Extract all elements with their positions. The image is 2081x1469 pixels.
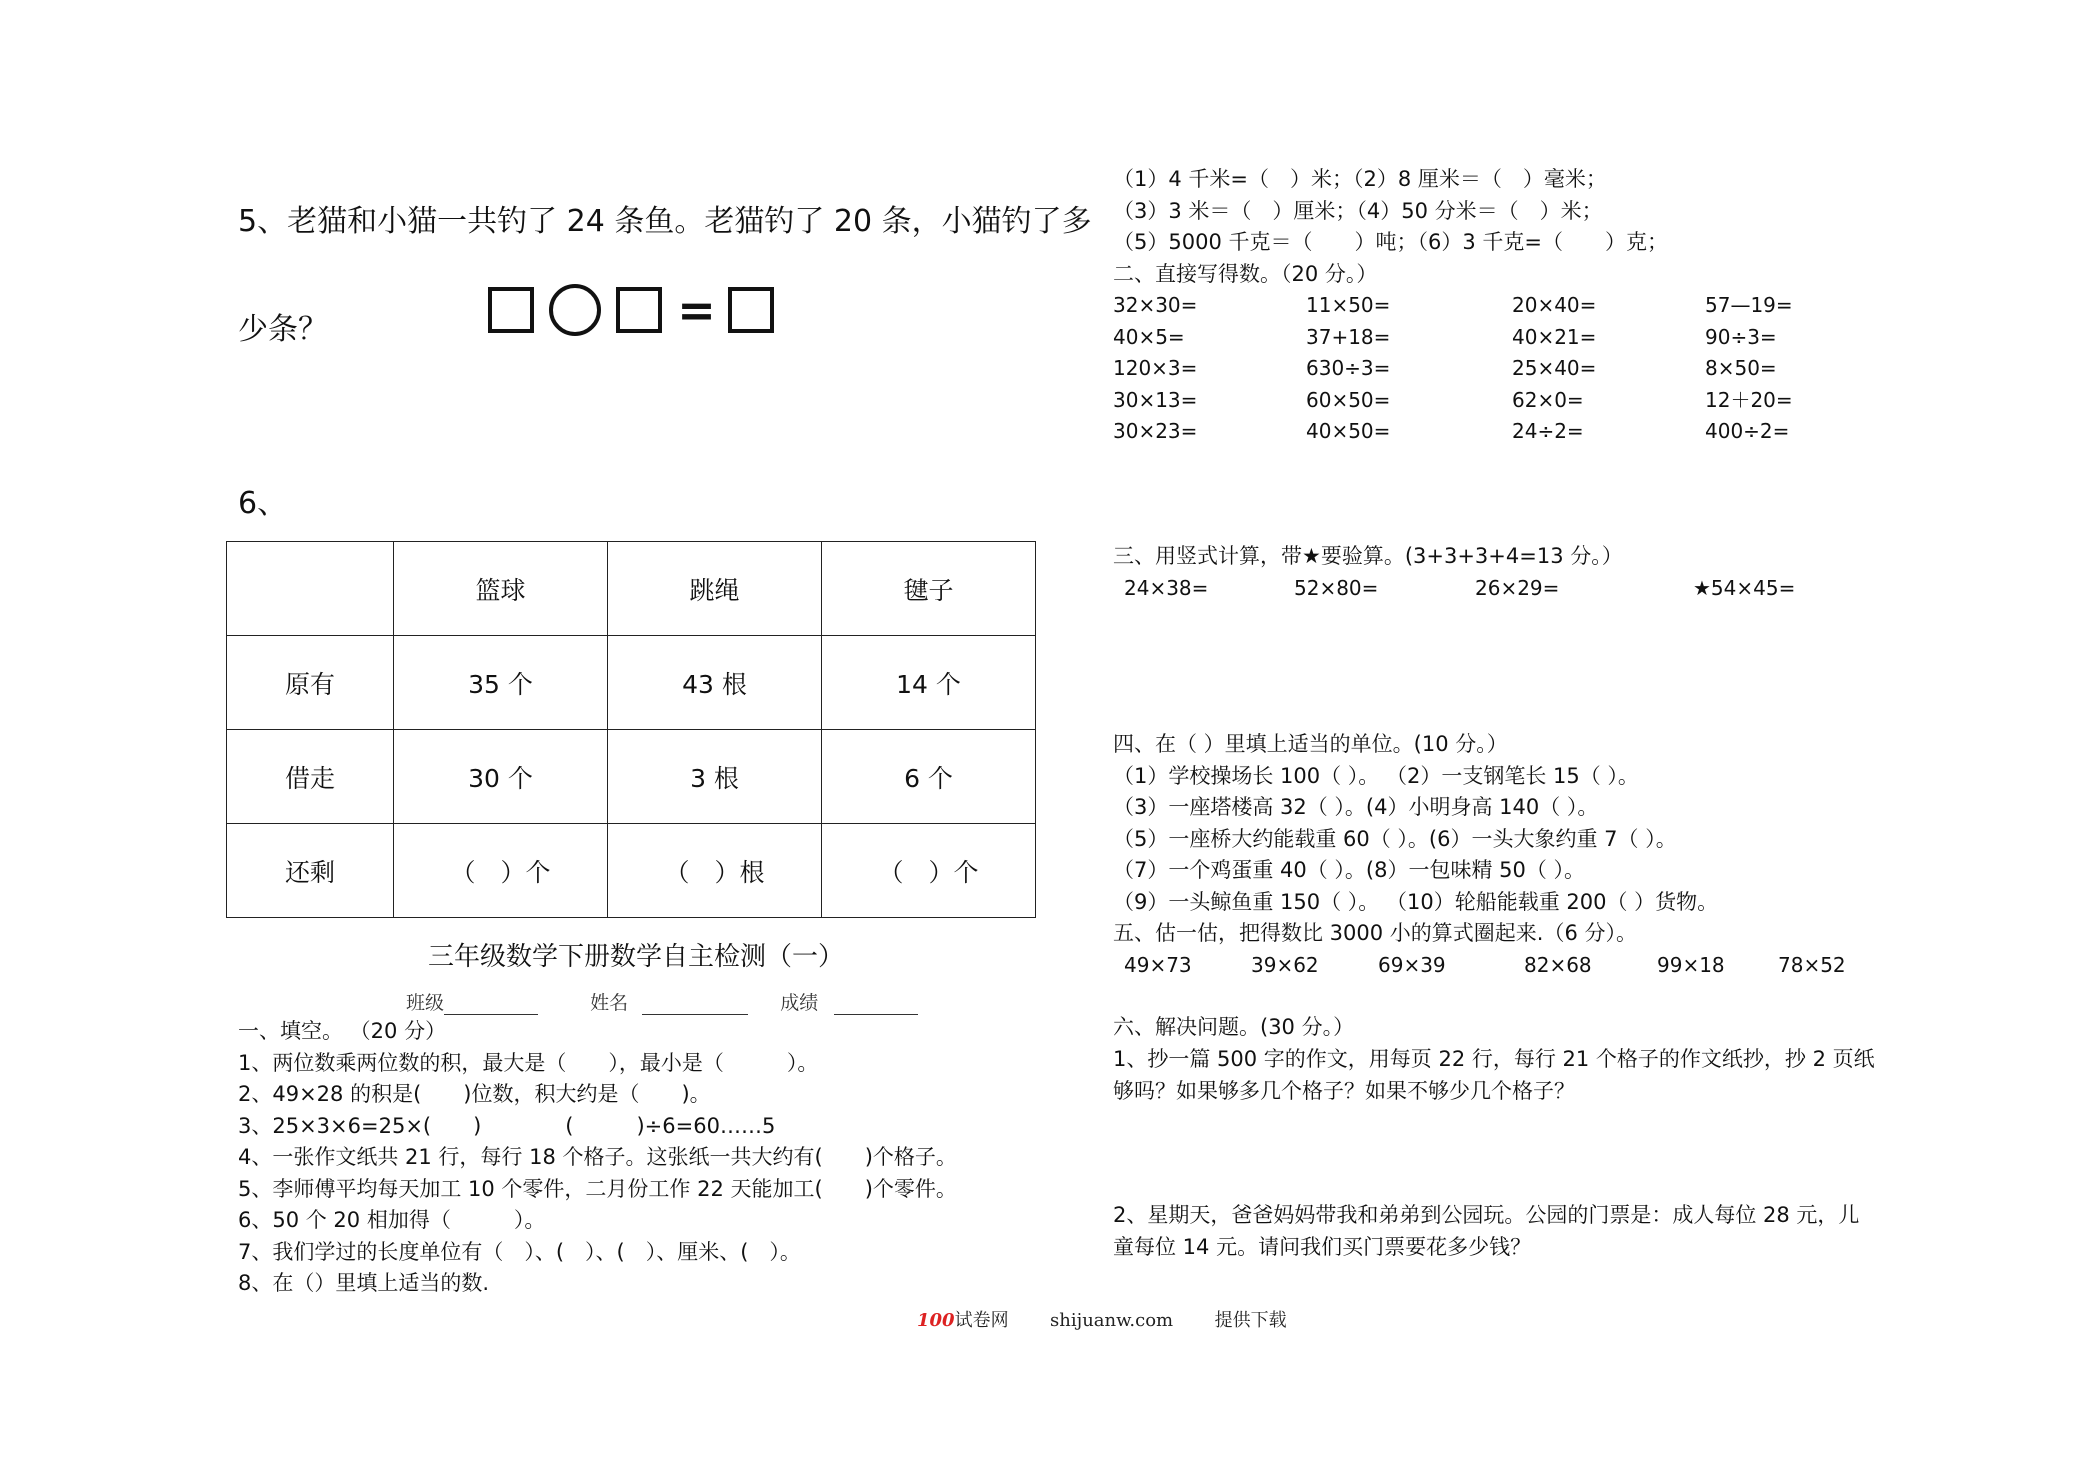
calc-item: 37+18= xyxy=(1306,324,1391,349)
table-row xyxy=(227,730,1036,824)
question-line: 1、两位数乘两位数的积，最大是（ ），最小是（ ）。 xyxy=(238,1050,819,1075)
calc-row xyxy=(1113,290,1855,322)
question-line: （3）一座塔楼高 32（ ）。(4）小明身高 140（ ）。 xyxy=(1113,795,1599,819)
section-heading: 五、估一估，把得数比 3000 小的算式圈起来.（6 分）。 xyxy=(1113,921,1638,945)
calc-item: 120×3= xyxy=(1113,356,1198,380)
estimate-item: 82×68 xyxy=(1524,953,1592,977)
calc-item: 62×0= xyxy=(1512,387,1584,412)
calc-item: 30×23= xyxy=(1113,419,1198,443)
equation-template xyxy=(488,284,784,336)
score-label: 成绩 xyxy=(780,992,819,1014)
calc-item: 57—19= xyxy=(1705,293,1793,317)
calc-item: 8×50= xyxy=(1705,356,1777,380)
estimate-item: 39×62 xyxy=(1251,953,1319,977)
estimate-row xyxy=(1124,950,1846,982)
question-line: 6、50 个 20 相加得（ ）。 xyxy=(238,1208,546,1232)
table-cell: （ ）个 xyxy=(822,824,1036,918)
section-heading: 一、填空。 （20 分） xyxy=(238,1019,447,1043)
calc-item: 40×5= xyxy=(1113,324,1185,349)
calc-item: 25×40= xyxy=(1512,356,1597,380)
q5-line1: 5、老猫和小猫一共钓了 24 条鱼。老猫钓了 20 条，小猫钓了多 xyxy=(238,204,1092,239)
name-label: 姓名 xyxy=(590,992,629,1014)
calc-item: 26×29= xyxy=(1475,576,1560,600)
operator-circle xyxy=(549,284,601,336)
class-label: 班级 xyxy=(406,992,445,1014)
question-line: （5）5000 千克＝（ ）吨；（6）3 千克=（ ）克； xyxy=(1113,230,1668,254)
calc-item: 12＋20= xyxy=(1705,387,1793,412)
calc-item: 400÷2= xyxy=(1705,419,1790,443)
question-line: （1）4 千米=（ ）米；（2）8 厘米＝（ ）毫米； xyxy=(1113,167,1607,191)
calc-row xyxy=(1113,385,1855,417)
question-line: （5）一座桥大约能载重 60（ ）。(6）一头大象约重 7（ ）。 xyxy=(1113,826,1677,851)
estimate-item: 69×39 xyxy=(1378,953,1446,977)
vertical-calc-row xyxy=(1124,573,1795,605)
table-cell: 毽子 xyxy=(822,542,1036,636)
calc-item: 20×40= xyxy=(1512,293,1597,317)
student-info xyxy=(406,988,918,1015)
name-blank xyxy=(642,994,748,1015)
table-cell: 篮球 xyxy=(394,542,608,636)
table-cell: 原有 xyxy=(227,636,394,730)
question-line: 4、一张作文纸共 21 行，每行 18 个格子。这张纸一共大约有( )个格子。 xyxy=(238,1145,957,1169)
equals-sign: = xyxy=(677,283,716,337)
score-blank xyxy=(834,994,918,1015)
calc-item: 30×13= xyxy=(1113,387,1198,412)
question-line: 5、李师傅平均每天加工 10 个零件，二月份工作 22 天能加工( )个零件。 xyxy=(238,1176,957,1201)
question-line: 1、抄一篇 500 字的作文，用每页 22 行，每行 21 个格子的作文纸抄，抄 2 页纸 xyxy=(1113,1047,1875,1071)
site-name: 试卷网 xyxy=(954,1310,1009,1331)
table-row xyxy=(227,824,1036,918)
calc-row xyxy=(1113,322,1855,354)
question-line: 童每位 14 元。请问我们买门票要花多少钱？ xyxy=(1113,1234,1532,1259)
calc-item: 90÷3= xyxy=(1705,324,1777,349)
answer-box xyxy=(616,287,662,333)
calc-row xyxy=(1113,353,1855,385)
question-line: （3）3 米＝（ ）厘米；（4）50 分米＝（ ）米； xyxy=(1113,198,1603,223)
site-logo: 100 xyxy=(917,1310,955,1331)
question-line: 2、49×28 的积是( )位数，积大约是（ )。 xyxy=(238,1082,711,1106)
q6-label: 6、 xyxy=(238,486,288,521)
section-1-fill-blanks xyxy=(238,1016,957,1300)
calc-item: 630÷3= xyxy=(1306,356,1391,380)
table-cell: 43 根 xyxy=(608,636,822,730)
oral-calculation-grid xyxy=(1113,290,1855,448)
estimate-item: 99×18 xyxy=(1657,953,1725,977)
table-cell: 3 根 xyxy=(608,730,822,824)
calc-item: 32×30= xyxy=(1113,293,1198,317)
question-line: 够吗？如果够多几个格子？如果不够少几个格子？ xyxy=(1113,1078,1575,1103)
calc-item: 11×50= xyxy=(1306,293,1391,317)
question-line: （9）一头鲸鱼重 150（ ）。 （10）轮船能载重 200（ ）货物。 xyxy=(1113,889,1719,914)
calc-row xyxy=(1113,416,1855,448)
unit-conversion-block xyxy=(1113,164,1668,290)
problem-1 xyxy=(1113,1044,1875,1107)
calc-item: 52×80= xyxy=(1294,576,1379,600)
section-heading: 四、在（ ）里填上适当的单位。(10 分。） xyxy=(1113,732,1508,756)
problem-2 xyxy=(1113,1200,1859,1263)
section-heading: 二、直接写得数。（20 分。） xyxy=(1113,261,1378,286)
table-cell xyxy=(227,542,394,636)
section-6-heading: 六、解决问题。(30 分。） xyxy=(1113,1015,1355,1039)
question-line: 8、在（）里填上适当的数. xyxy=(238,1271,490,1295)
answer-box xyxy=(728,287,774,333)
footer xyxy=(917,1306,1287,1332)
question-line: 7、我们学过的长度单位有（ ）、( ）、( ）、厘米、( ）。 xyxy=(238,1239,801,1264)
exam-title: 三年级数学下册数学自主检测（一） xyxy=(428,942,845,972)
question-line: （1）学校操场长 100（ ）。 （2）一支钢笔长 15（ ）。 xyxy=(1113,763,1639,788)
section-4-5-block xyxy=(1113,729,1718,950)
table-cell: 借走 xyxy=(227,730,394,824)
question-line: 3、25×3×6=25×( ) ( )÷6=60……5 xyxy=(238,1113,776,1138)
download-note: 提供下载 xyxy=(1214,1310,1287,1331)
table-cell: 跳绳 xyxy=(608,542,822,636)
site-domain[interactable]: shijuanw.com xyxy=(1050,1310,1174,1331)
calc-item: 40×21= xyxy=(1512,324,1597,349)
question-line: （7）一个鸡蛋重 40（ ）。(8）一包味精 50（ ）。 xyxy=(1113,858,1586,882)
table-cell: 35 个 xyxy=(394,636,608,730)
table-cell: 6 个 xyxy=(822,730,1036,824)
calc-item: 40×50= xyxy=(1306,419,1391,443)
calc-item: ★54×45= xyxy=(1693,576,1796,600)
table-row xyxy=(227,636,1036,730)
table-cell: （ ）根 xyxy=(608,824,822,918)
question-line: 2、星期天，爸爸妈妈带我和弟弟到公园玩。公园的门票是：成人每位 28 元，儿 xyxy=(1113,1203,1860,1227)
table-cell: 还剩 xyxy=(227,824,394,918)
calc-item: 24÷2= xyxy=(1512,419,1584,443)
table-header-row xyxy=(227,542,1036,636)
calc-item: 24×38= xyxy=(1124,576,1209,600)
table-cell: （ ）个 xyxy=(394,824,608,918)
table-cell: 14 个 xyxy=(822,636,1036,730)
class-blank xyxy=(444,994,538,1015)
sports-equipment-table xyxy=(226,541,1036,918)
estimate-item: 49×73 xyxy=(1124,953,1192,977)
table-cell: 30 个 xyxy=(394,730,608,824)
calc-item: 60×50= xyxy=(1306,387,1391,412)
q5-line2: 少条？ xyxy=(238,312,328,347)
estimate-item: 78×52 xyxy=(1778,953,1846,977)
section-3-heading: 三、用竖式计算，带★要验算。(3+3+3+4=13 分。） xyxy=(1113,544,1623,568)
answer-box xyxy=(488,287,534,333)
